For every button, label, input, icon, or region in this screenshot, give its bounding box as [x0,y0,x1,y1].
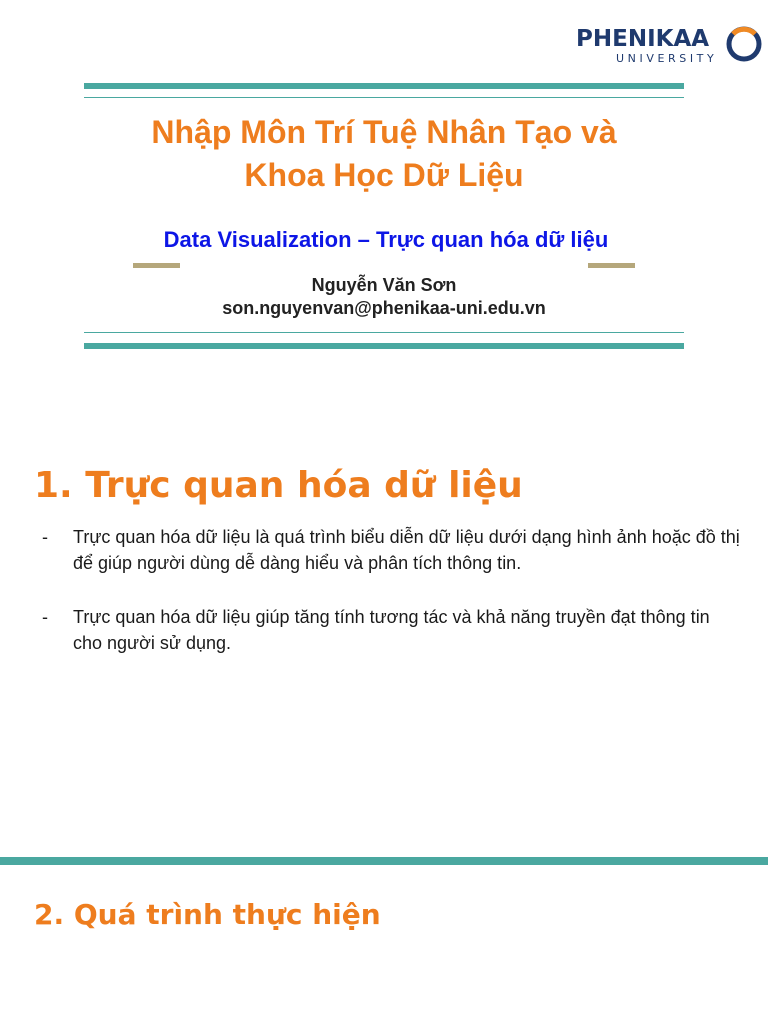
slide-subtitle: Data Visualization – Trực quan hóa dữ liệu [163,227,609,252]
slide-separator-band [0,857,768,865]
section-2-heading: 2. Quá trình thực hiện [34,898,381,931]
bullet-marker: - [42,607,48,627]
logo-ring-icon [726,22,764,66]
slide-title-line-1: Nhập Môn Trí Tuệ Nhân Tạo và [151,114,617,150]
bullet-marker: - [42,527,48,547]
title-rule-top-thick [84,83,684,89]
slide-title-line-2: Khoa Học Dữ Liệu [244,157,524,193]
title-rule-bottom-thin [84,332,684,333]
author-email: son.nguyenvan@phenikaa-uni.edu.vn [222,298,546,318]
title-rule-top-thin [84,97,684,98]
decorative-dash-left [133,263,180,268]
decorative-dash-right [588,263,635,268]
list-item [40,524,740,576]
slide-title [84,111,684,197]
bullet-text: Trực quan hóa dữ liệu là quá trình biểu diễn dữ liệu dưới dạng hình ảnh hoặc đồ thị để giúp người dùng dễ dàng hiểu và phân tích thông tin. [73,527,740,573]
logo-subtitle: UNIVERSITY [616,52,718,65]
list-item [40,604,740,656]
bullet-text: Trực quan hóa dữ liệu giúp tăng tính tương tác và khả năng truyền đạt thông tin cho người sử dụng. [73,607,710,653]
logo-wordmark: PHENIKAA [576,26,710,52]
university-logo [574,22,764,68]
section-1-heading: 1. Trực quan hóa dữ liệu [34,465,523,506]
author-name: Nguyễn Văn Sơn [311,275,457,295]
section-1-bullet-list [40,524,740,684]
title-rule-bottom-thick [84,343,684,349]
